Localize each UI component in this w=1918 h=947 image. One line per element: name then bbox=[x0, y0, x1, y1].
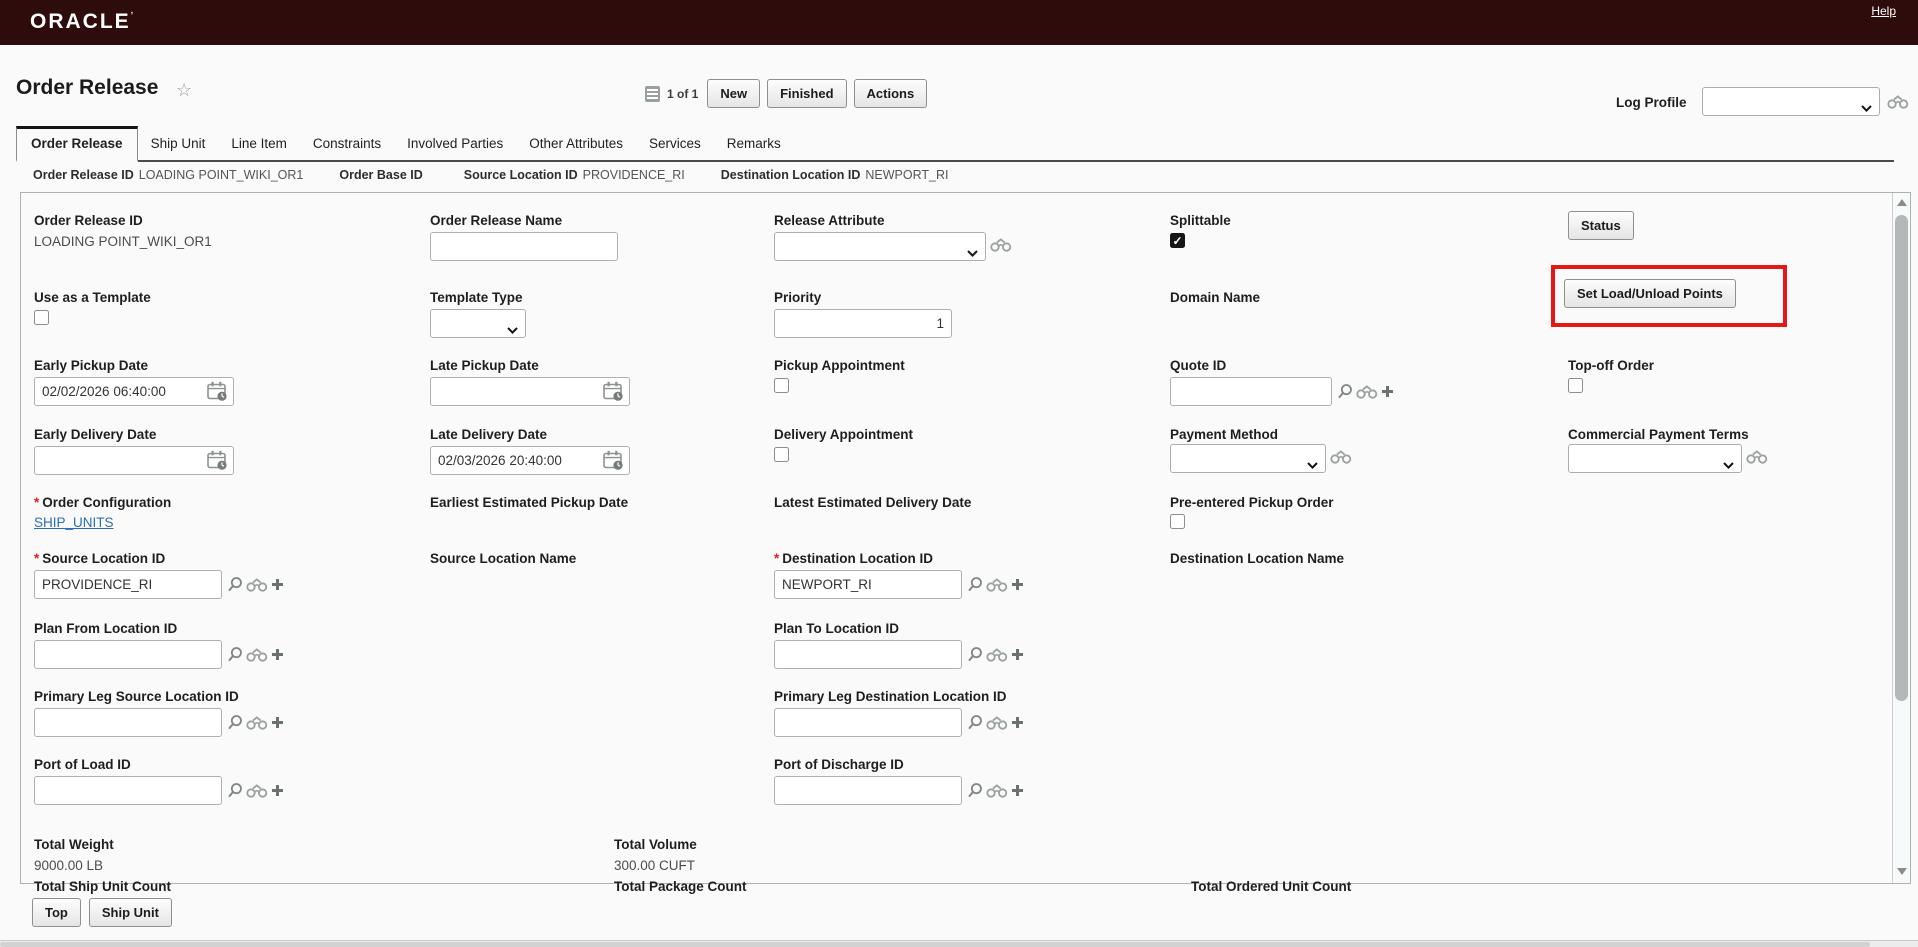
field-latest-estimated-delivery-date: Latest Estimated Delivery Date bbox=[774, 495, 972, 510]
search-icon[interactable] bbox=[226, 576, 243, 593]
field-port-of-load-id: Port of Load ID bbox=[34, 757, 131, 772]
calendar-icon[interactable] bbox=[206, 381, 229, 407]
port-of-discharge-id-input[interactable] bbox=[774, 776, 962, 805]
search-icon[interactable] bbox=[226, 782, 243, 799]
results-list-icon[interactable] bbox=[645, 86, 660, 102]
scrollbar-thumb[interactable] bbox=[0, 942, 1870, 947]
field-primary-leg-destination-location-id: Primary Leg Destination Location ID bbox=[774, 689, 1007, 704]
total-weight-value: 9000.00 LB bbox=[34, 858, 104, 873]
top-button[interactable]: Top bbox=[32, 898, 81, 927]
clipped-label: Total Ship Unit Count bbox=[34, 879, 171, 894]
field-source-location-id: * Source Location ID PROVIDENCE_RI bbox=[34, 551, 165, 566]
early-pickup-date-input[interactable] bbox=[34, 377, 234, 406]
tab-strip bbox=[16, 126, 1894, 162]
tab-involved-parties[interactable]: Involved Parties bbox=[407, 136, 504, 151]
field-quote-id: Quote ID bbox=[1170, 358, 1226, 373]
tab-constraints[interactable]: Constraints bbox=[312, 136, 382, 151]
field-delivery-appointment: Delivery Appointment bbox=[774, 427, 913, 462]
field-pickup-appointment: Pickup Appointment bbox=[774, 358, 905, 393]
calendar-icon[interactable] bbox=[206, 450, 229, 476]
plus-icon[interactable] bbox=[1011, 648, 1024, 661]
ship-unit-button[interactable]: Ship Unit bbox=[89, 898, 172, 927]
check-icon: ✓ bbox=[1172, 233, 1183, 248]
order-release-name-input[interactable] bbox=[430, 232, 618, 261]
binoculars-icon[interactable] bbox=[1356, 384, 1378, 399]
field-source-location-name: Source Location Name bbox=[430, 551, 577, 566]
chevron-down-icon bbox=[967, 244, 978, 262]
scrollbar-thumb[interactable] bbox=[1895, 215, 1908, 701]
favorite-star-icon[interactable]: ☆ bbox=[176, 80, 193, 100]
field-domain-name: Domain Name bbox=[1170, 290, 1261, 305]
release-attribute-select[interactable] bbox=[774, 232, 986, 261]
binoculars-icon[interactable] bbox=[986, 783, 1008, 798]
source-location-id-input[interactable] bbox=[34, 570, 222, 599]
required-asterisk: * bbox=[34, 551, 40, 566]
oracle-logo: $ORACLE^ʼ$ bbox=[30, 10, 136, 33]
plan-to-location-id-input[interactable] bbox=[774, 640, 962, 669]
record-count: 1 of 1 bbox=[667, 86, 699, 101]
finished-button[interactable]: Finished bbox=[767, 79, 846, 108]
record-toolbar bbox=[645, 79, 927, 108]
context-item: Destination Location ID NEWPORT_RI bbox=[720, 168, 949, 182]
vertical-scrollbar[interactable] bbox=[1892, 193, 1910, 883]
pickup-appointment-checkbox[interactable] bbox=[774, 378, 789, 393]
priority-input[interactable] bbox=[774, 309, 952, 338]
plus-icon[interactable] bbox=[271, 648, 284, 661]
delivery-appointment-checkbox[interactable] bbox=[774, 447, 789, 462]
field-late-delivery-date: Late Delivery Date 02/03/2026 20:40:00 bbox=[430, 427, 547, 442]
order-release-form bbox=[20, 192, 1911, 894]
top-bar bbox=[0, 0, 1918, 45]
primary-leg-destination-location-id-input[interactable] bbox=[774, 708, 962, 737]
plus-icon[interactable] bbox=[1011, 716, 1024, 729]
chevron-down-icon bbox=[1861, 99, 1872, 117]
field-template-type: Template Type bbox=[430, 290, 523, 305]
binoculars-icon[interactable] bbox=[986, 577, 1008, 592]
required-asterisk: * bbox=[774, 551, 780, 566]
commercial-payment-terms-binoculars-icon[interactable] bbox=[1746, 449, 1768, 469]
field-payment-method: Payment Method bbox=[1170, 427, 1278, 442]
search-icon[interactable] bbox=[966, 714, 983, 731]
plus-icon[interactable] bbox=[271, 578, 284, 591]
status-button[interactable]: Status bbox=[1568, 211, 1634, 240]
search-icon[interactable] bbox=[226, 714, 243, 731]
field-top-off-order: Top-off Order bbox=[1568, 358, 1654, 393]
plus-icon[interactable] bbox=[271, 784, 284, 797]
help-link[interactable]: Help bbox=[1871, 4, 1896, 18]
tab-ship-unit[interactable]: Ship Unit bbox=[150, 136, 206, 151]
binoculars-icon[interactable] bbox=[986, 715, 1008, 730]
scroll-up-icon[interactable] bbox=[1893, 198, 1911, 209]
tab-services[interactable]: Services bbox=[649, 136, 701, 151]
context-item: Source Location ID PROVIDENCE_RI bbox=[463, 168, 685, 182]
search-icon[interactable] bbox=[226, 646, 243, 663]
field-late-pickup-date: Late Pickup Date bbox=[430, 358, 539, 373]
destination-location-id-input[interactable] bbox=[774, 570, 962, 599]
scroll-down-icon[interactable] bbox=[1893, 867, 1911, 878]
release-attribute-binoculars-icon[interactable] bbox=[990, 237, 1012, 257]
tab-remarks[interactable]: Remarks bbox=[726, 136, 781, 151]
ship-units-link[interactable]: SHIP_UNITS bbox=[34, 515, 114, 530]
plus-icon[interactable] bbox=[1011, 578, 1024, 591]
binoculars-icon[interactable] bbox=[246, 647, 268, 662]
context-item: Order Release ID LOADING POINT_WIKI_OR1 bbox=[33, 168, 304, 182]
field-total-weight: Total Weight 9000.00 LB bbox=[34, 837, 114, 873]
set-load-unload-points-button[interactable]: Set Load/Unload Points bbox=[1564, 279, 1736, 308]
field-plan-from-location-id: Plan From Location ID bbox=[34, 621, 177, 636]
field-total-volume: Total Volume 300.00 CUFT bbox=[614, 837, 697, 873]
plus-icon[interactable] bbox=[271, 716, 284, 729]
tab-other-attributes[interactable]: Other Attributes bbox=[529, 136, 624, 151]
field-commercial-payment-terms: Commercial Payment Terms bbox=[1568, 427, 1749, 442]
field-plan-to-location-id: Plan To Location ID bbox=[774, 621, 899, 636]
field-order-configuration: * Order Configuration SHIP_UNITS bbox=[34, 495, 172, 530]
log-profile-select[interactable] bbox=[1702, 87, 1880, 116]
commercial-payment-terms-select[interactable] bbox=[1568, 444, 1742, 473]
search-icon[interactable] bbox=[1336, 383, 1353, 400]
chevron-down-icon bbox=[507, 321, 518, 339]
field-early-delivery-date: Early Delivery Date bbox=[34, 427, 156, 442]
plus-icon[interactable] bbox=[1011, 784, 1024, 797]
total-volume-value: 300.00 CUFT bbox=[614, 858, 696, 873]
chevron-down-icon bbox=[1723, 456, 1734, 474]
early-delivery-date-input[interactable] bbox=[34, 446, 234, 475]
new-button[interactable]: New bbox=[707, 79, 760, 108]
clipped-label: Total Package Count bbox=[614, 879, 747, 894]
chevron-down-icon bbox=[1307, 456, 1318, 474]
calendar-icon[interactable] bbox=[602, 381, 625, 407]
plan-from-location-id-input[interactable] bbox=[34, 640, 222, 669]
log-profile-label: Log Profile bbox=[1616, 95, 1687, 110]
search-icon[interactable] bbox=[966, 576, 983, 593]
field-order-release-name: Order Release Name bbox=[430, 213, 562, 228]
use-as-a-template-checkbox[interactable] bbox=[34, 310, 49, 325]
binoculars-icon[interactable] bbox=[246, 715, 268, 730]
field-early-pickup-date: Early Pickup Date 02/02/2026 06:40:00 bbox=[34, 358, 148, 373]
footer-buttons bbox=[32, 898, 172, 927]
tab-line-item[interactable]: Line Item bbox=[231, 136, 287, 151]
search-icon[interactable] bbox=[966, 782, 983, 799]
pre-entered-pickup-order-checkbox[interactable] bbox=[1170, 514, 1185, 529]
field-use-as-a-template: Use as a Template bbox=[34, 290, 151, 325]
calendar-icon[interactable] bbox=[602, 450, 625, 476]
field-destination-location-id: * Destination Location ID NEWPORT_RI bbox=[774, 551, 933, 566]
field-pre-entered-pickup-order: Pre-entered Pickup Order bbox=[1170, 495, 1334, 529]
clipped-label: Total Ordered Unit Count bbox=[1191, 879, 1352, 894]
template-type-select[interactable] bbox=[430, 309, 526, 338]
horizontal-scrollbar[interactable] bbox=[0, 940, 1918, 947]
late-delivery-date-input[interactable] bbox=[430, 446, 630, 475]
field-earliest-estimated-pickup-date: Earliest Estimated Pickup Date bbox=[430, 495, 629, 510]
field-destination-location-name: Destination Location Name bbox=[1170, 551, 1345, 566]
primary-leg-source-location-id-input[interactable] bbox=[34, 708, 222, 737]
field-primary-leg-source-location-id: Primary Leg Source Location ID bbox=[34, 689, 239, 704]
binoculars-icon[interactable] bbox=[246, 783, 268, 798]
binoculars-icon[interactable] bbox=[246, 577, 268, 592]
field-release-attribute: Release Attribute bbox=[774, 213, 885, 228]
context-bar bbox=[33, 168, 948, 182]
page-title: Order Release bbox=[16, 76, 159, 99]
plus-icon[interactable] bbox=[1381, 385, 1394, 398]
field-order-release-id: Order Release ID LOADING POINT_WIKI_OR1 bbox=[34, 213, 212, 249]
required-asterisk: * bbox=[34, 495, 40, 510]
field-priority: Priority 1 bbox=[774, 290, 821, 305]
port-of-load-id-input[interactable] bbox=[34, 776, 222, 805]
payment-method-binoculars-icon[interactable] bbox=[1330, 449, 1352, 469]
quote-id-input[interactable] bbox=[1170, 377, 1332, 406]
context-item: Order Base ID bbox=[339, 168, 423, 182]
actions-button[interactable]: Actions bbox=[854, 79, 928, 108]
tab-order-release[interactable]: Order Release bbox=[16, 126, 138, 162]
field-port-of-discharge-id: Port of Discharge ID bbox=[774, 757, 904, 772]
search-icon[interactable] bbox=[966, 646, 983, 663]
order-release-id-value: LOADING POINT_WIKI_OR1 bbox=[34, 234, 212, 249]
top-off-order-checkbox[interactable] bbox=[1568, 378, 1583, 393]
late-pickup-date-input[interactable] bbox=[430, 377, 630, 406]
field-splittable: Splittable ✓ bbox=[1170, 213, 1231, 248]
splittable-checkbox[interactable] bbox=[1170, 233, 1185, 248]
binoculars-icon[interactable] bbox=[986, 647, 1008, 662]
log-profile-binoculars-icon[interactable] bbox=[1887, 94, 1909, 114]
payment-method-select[interactable] bbox=[1170, 444, 1326, 473]
